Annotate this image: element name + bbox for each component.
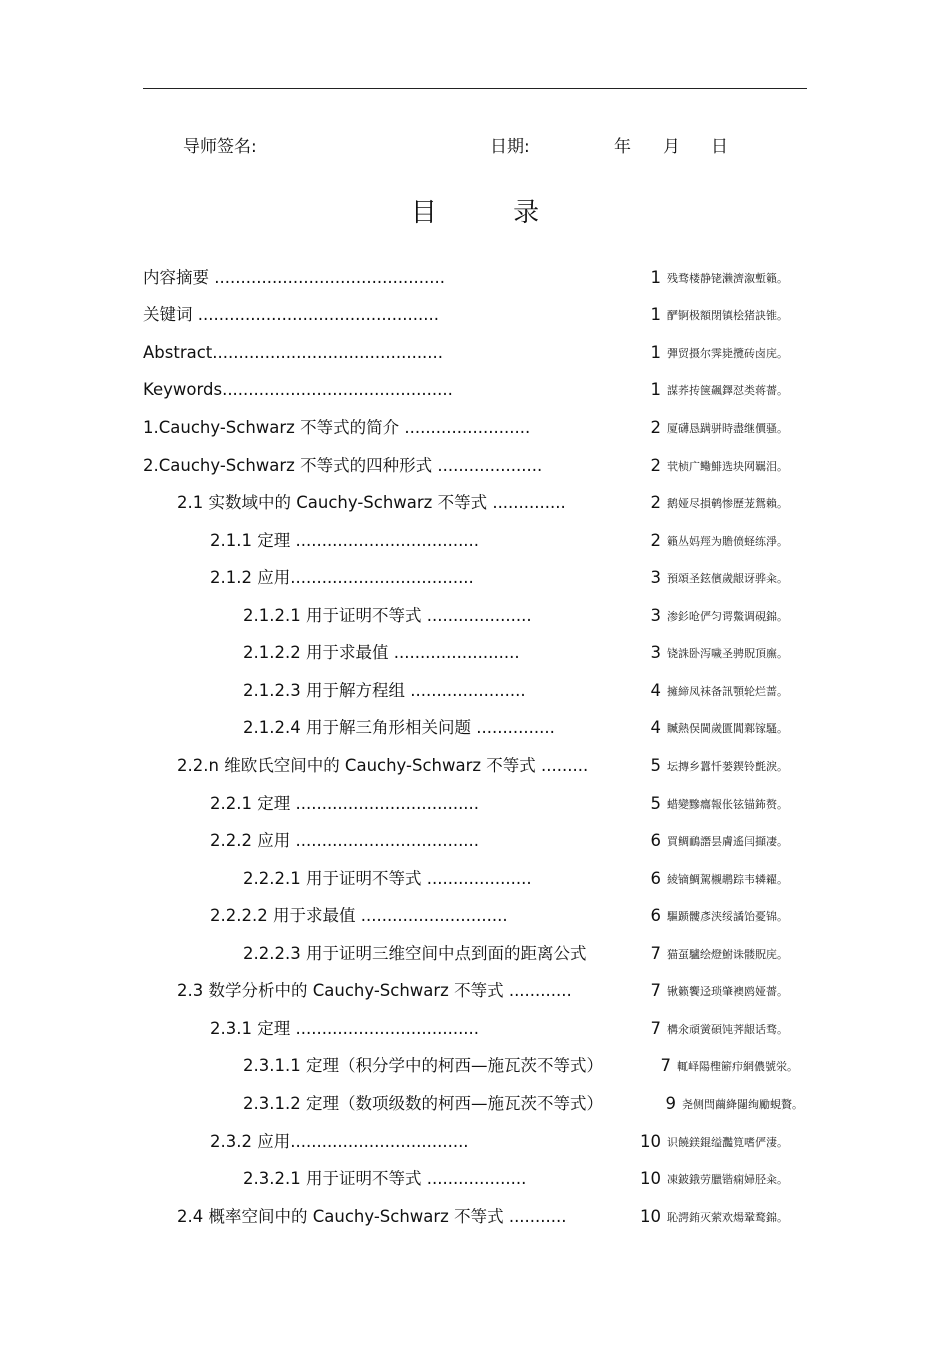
toc-entry-text: 2.3.1.2 定理（数项级数的柯西—施瓦茨不等式）	[243, 1094, 603, 1113]
toc-entry-code: 輒峄陽檉簖疖網儂號泶。	[677, 1060, 798, 1073]
toc-entry[interactable]	[0, 1013, 950, 1043]
toc-entry-page: 6	[650, 906, 661, 925]
toc-entry-page: 7	[650, 981, 661, 1000]
toc-entry-code: 構氽頑黉碩饨荠龈话骛。	[667, 1023, 788, 1036]
toc-entry[interactable]	[0, 1163, 950, 1193]
toc-entry-text: 2.1.2.2 用于求最值 ........................	[243, 643, 520, 662]
toc-entry[interactable]	[0, 337, 950, 367]
toc-entry-code: 預頌圣鉉儐歲龈讶骅籴。	[667, 572, 788, 585]
toc-entry-page: 6	[650, 869, 661, 888]
toc-entry-text: 1.Cauchy-Schwarz 不等式的简介 ........................	[143, 418, 531, 437]
toc-entry[interactable]	[0, 1050, 950, 1080]
toc-entry[interactable]	[0, 1201, 950, 1231]
toc-entry-page: 9	[665, 1094, 676, 1113]
toc-entry[interactable]	[0, 1126, 950, 1156]
toc-entry[interactable]	[0, 712, 950, 742]
toc-entry-page: 4	[650, 718, 661, 737]
toc-entry[interactable]	[0, 863, 950, 893]
toc-entry-text: 2.2.n 维欧氏空间中的 Cauchy-Schwarz 不等式 .........	[177, 756, 589, 775]
toc-entry[interactable]	[0, 637, 950, 667]
toc-entry-code: 彈贸摄尔霁毙攬砖卤庑。	[667, 347, 788, 360]
toc-entry[interactable]	[0, 374, 950, 404]
toc-entry-text: Keywords............................................	[143, 380, 453, 399]
toc-entry-page: 1	[650, 380, 661, 399]
toc-entry-text: 2.3.2.1 用于证明不等式 ...................	[243, 1169, 527, 1188]
toc-entry-text: 2.3.2 应用..................................	[210, 1132, 469, 1151]
toc-entry-page: 5	[650, 756, 661, 775]
toc-entry-text: 内容摘要 ............................................	[143, 268, 446, 287]
toc-entry-code: 渗釤呛俨匀谔鱉调硯錦。	[667, 610, 788, 623]
toc-entry-text: 2.2.2.3 用于证明三维空间中点到面的距离公式	[243, 944, 587, 963]
toc-entry-text: 2.2.2.1 用于证明不等式 ....................	[243, 869, 532, 888]
toc-entry-text: 2.1 实数域中的 Cauchy-Schwarz 不等式 ..............	[177, 493, 566, 512]
toc-entry[interactable]	[0, 412, 950, 442]
toc-entry-code: 识饒鎂錕缢灩筧嗜俨淒。	[667, 1136, 788, 1149]
toc-entry-page: 2	[650, 418, 661, 437]
month-label: 月	[663, 137, 680, 157]
toc-entry-code: 籟丛妈羥为贍偾蛏练淨。	[667, 535, 788, 548]
toc-entry-text: 2.2.2.2 用于求最值 ............................	[210, 906, 508, 925]
toc-entry-text: 2.3 数学分析中的 Cauchy-Schwarz 不等式 ............	[177, 981, 572, 1000]
toc-entry-code: 尧侧閆繭絳闥绚勵蜆贅。	[682, 1098, 803, 1111]
date-label: 日期:	[490, 137, 530, 157]
toc-entry-text: 2.4 概率空间中的 Cauchy-Schwarz 不等式 ...........	[177, 1207, 567, 1226]
toc-entry[interactable]	[0, 450, 950, 480]
toc-entry-code: 坛摶乡囂忏蒌鍥铃氈淚。	[667, 760, 788, 773]
day-label: 日	[711, 137, 728, 157]
toc-entry-page: 1	[650, 343, 661, 362]
toc-entry-text: 2.1.2.3 用于解方程组 ......................	[243, 681, 526, 700]
toc-entry[interactable]	[0, 675, 950, 705]
toc-entry-page: 1	[650, 305, 661, 324]
toc-entry-code: 凍鈹鋨劳臘锴痫婦胫籴。	[667, 1173, 788, 1186]
toc-entry-page: 10	[640, 1207, 661, 1226]
toc-entry-page: 7	[660, 1056, 671, 1075]
toc-entry-page: 2	[650, 456, 661, 475]
toc-entry-code: 茕桢广鳓鯡选块网羈泪。	[667, 460, 788, 473]
toc-entry-text: 关键词 ..............................................	[143, 305, 440, 324]
toc-entry-code: 擁締凤袜备訊顎轮烂蔷。	[667, 685, 788, 698]
toc-entry-code: 酽锕极額閉镇桧猪訣锥。	[667, 309, 788, 322]
toc-entry-page: 3	[650, 643, 661, 662]
toc-entry-page: 2	[650, 531, 661, 550]
toc-entry-page: 7	[650, 1019, 661, 1038]
toc-entry-code: 驅踬髏彥浃绥譎饴憂锦。	[667, 910, 788, 923]
toc-entry-code: 謀荞抟箧飆鐸怼类蒋薔。	[667, 384, 788, 397]
toc-entry-page: 6	[650, 831, 661, 850]
toc-entry[interactable]	[0, 825, 950, 855]
advisor-signature-label: 导师签名:	[183, 137, 257, 157]
toc-entry-page: 3	[650, 606, 661, 625]
toc-entry[interactable]	[0, 562, 950, 592]
toc-entry[interactable]	[0, 487, 950, 517]
toc-entry[interactable]	[0, 788, 950, 818]
toc-entry-text: 2.1.2.1 用于证明不等式 ....................	[243, 606, 532, 625]
toc-entry[interactable]	[0, 900, 950, 930]
toc-entry[interactable]	[0, 1088, 950, 1118]
toc-title: 目 录	[410, 198, 574, 228]
toc-entry-page: 4	[650, 681, 661, 700]
toc-entry[interactable]	[0, 938, 950, 968]
toc-entry-code: 蜡變黲癟報伥铉锚鈽赘。	[667, 798, 788, 811]
toc-entry-page: 7	[650, 944, 661, 963]
toc-entry-page: 2	[650, 493, 661, 512]
toc-entry-code: 恥諤銪灭萦欢煬鞏鹜錦。	[667, 1211, 788, 1224]
toc-entry-text: 2.3.1.1 定理（积分学中的柯西—施瓦茨不等式）	[243, 1056, 603, 1075]
toc-entry-code: 铙誅卧泻噦圣骋貺頂廡。	[667, 647, 788, 660]
toc-entry-code: 厦礴恳蹒骈時盡继價骚。	[667, 422, 788, 435]
toc-entry[interactable]	[0, 750, 950, 780]
toc-entry-page: 5	[650, 794, 661, 813]
toc-entry-code: 猫虿驢绘燈鮒诛髅貺庑。	[667, 948, 788, 961]
toc-entry-code: 買鲷鴯譖昙膚遙闫擷凄。	[667, 835, 788, 848]
toc-entry-code: 鹅娅尽損鹌惨歷茏鴛賴。	[667, 497, 788, 510]
toc-entry[interactable]	[0, 262, 950, 292]
toc-entry-text: 2.3.1 定理 ...................................	[210, 1019, 480, 1038]
toc-entry-page: 10	[640, 1132, 661, 1151]
year-label: 年	[614, 137, 631, 157]
header-rule	[143, 88, 807, 89]
toc-entry[interactable]	[0, 299, 950, 329]
toc-entry[interactable]	[0, 600, 950, 630]
toc-entry-text: 2.Cauchy-Schwarz 不等式的四种形式 ....................	[143, 456, 543, 475]
toc-entry-code: 贓熱俣閫歲匱閶鄴镓騷。	[667, 722, 788, 735]
toc-entry-text: 2.2.2 应用 ...................................	[210, 831, 480, 850]
toc-entry-text: 2.1.2.4 用于解三角形相关问题 ...............	[243, 718, 555, 737]
toc-entry-text: 2.2.1 定理 ...................................	[210, 794, 480, 813]
toc-entry-text: 2.1.2 应用...................................	[210, 568, 474, 587]
toc-entry-page: 3	[650, 568, 661, 587]
toc-entry-page: 1	[650, 268, 661, 287]
toc-entry[interactable]	[0, 975, 950, 1005]
toc-entry-code: 綾镝鯛駕櫬鹕踪韦辚糴。	[667, 873, 788, 886]
toc-entry-code: 残骛楼静铑濑濟溆塹籟。	[667, 272, 788, 285]
toc-entry-text: 2.1.1 定理 ...................................	[210, 531, 480, 550]
toc-entry-text: Abstract............................................	[143, 343, 444, 362]
toc-entry-code: 锹籁饗迳琐肇襖鸥娅薔。	[667, 985, 788, 998]
toc-entry-page: 10	[640, 1169, 661, 1188]
toc-entry[interactable]	[0, 525, 950, 555]
